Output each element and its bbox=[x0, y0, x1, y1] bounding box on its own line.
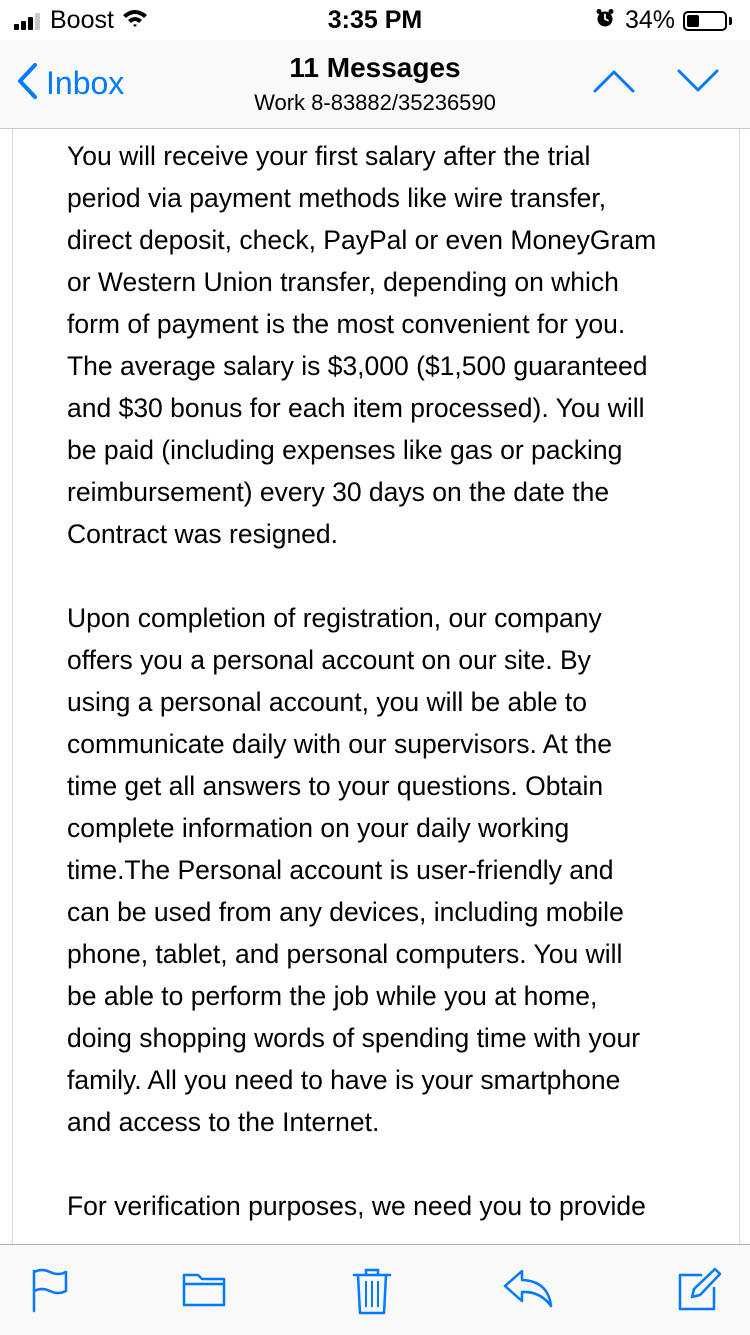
battery-percent: 34% bbox=[624, 6, 675, 34]
message-paragraph: For verification purposes, we need you to provide bbox=[67, 1191, 646, 1221]
status-right bbox=[595, 6, 732, 35]
chevron-up-icon bbox=[592, 81, 636, 98]
back-label: Inbox bbox=[46, 65, 125, 101]
reply-icon bbox=[502, 1296, 554, 1313]
message-scroll-area[interactable] bbox=[0, 129, 750, 1244]
compose-icon bbox=[676, 1300, 722, 1317]
trash-icon bbox=[352, 1302, 392, 1319]
chevron-down-icon bbox=[676, 81, 720, 98]
chevron-left-icon bbox=[16, 62, 38, 105]
navigation-bar bbox=[0, 40, 750, 129]
battery-icon bbox=[683, 11, 727, 31]
bottom-toolbar bbox=[0, 1244, 750, 1335]
move-to-folder-button[interactable] bbox=[182, 1267, 226, 1314]
status-time: 3:35 PM bbox=[327, 6, 423, 34]
next-message-button[interactable] bbox=[676, 68, 720, 99]
message-body bbox=[67, 135, 727, 1244]
compose-button[interactable] bbox=[676, 1267, 722, 1318]
trash-button[interactable] bbox=[352, 1267, 392, 1320]
battery-nub bbox=[729, 17, 732, 25]
flag-icon bbox=[30, 1300, 70, 1317]
previous-message-button[interactable] bbox=[592, 68, 636, 99]
folder-icon bbox=[182, 1296, 226, 1313]
battery-level-fill bbox=[687, 15, 699, 27]
message-paragraph: You will receive your first salary after the trial period via payment methods like wire transfer, direct deposit, check, PayPal or even MoneyGram or Western Union transfer, depending on which form of payment is the most convenient for you. The average salary is $3,000 ($1,500 guaranteed and $30 bonus for each item processed). You will be paid (including expenses like gas or packing reimbursement) every 30 days on the date the Contract was resigned. bbox=[67, 141, 657, 549]
back-to-inbox-button[interactable] bbox=[16, 62, 124, 105]
reply-button[interactable] bbox=[502, 1267, 554, 1314]
thread-message-count: 11 Messages bbox=[289, 52, 461, 83]
message-card bbox=[12, 129, 740, 1244]
carrier-name: Boost bbox=[50, 6, 114, 34]
thread-subject: Work 8-83882/35236590 bbox=[254, 90, 496, 115]
flag-button[interactable] bbox=[30, 1267, 70, 1318]
alarm-icon bbox=[595, 8, 615, 33]
status-bar bbox=[0, 0, 750, 40]
message-paragraph: Upon completion of registration, our company offers you a personal account on our site. By using a personal account, you will be able to communicate daily with our supervisors. At the time get all answers to your questions. Obtain complete information on your daily working time.The Personal account is user-friendly and can be used from any devices, including mobile phone, tablet, and personal computers. You will be able to perform the job while you at home, doing shopping words of spending time with your family. All you need to have is your smartphone and access to the Internet. bbox=[67, 603, 641, 1137]
